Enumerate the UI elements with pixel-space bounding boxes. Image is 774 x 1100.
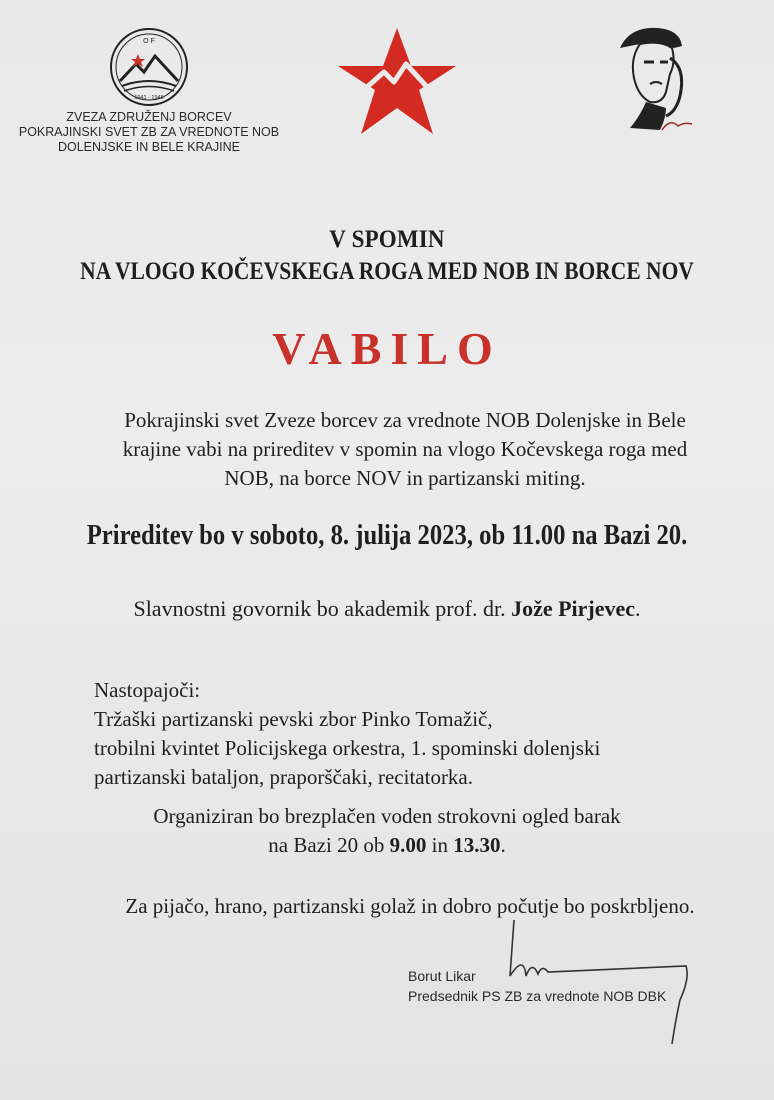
org-logo-icon xyxy=(108,26,190,108)
tour-connector: in xyxy=(426,833,454,857)
org-name-line: POKRAJINSKI SVET ZB ZA VREDNOTE NOB xyxy=(18,125,280,139)
intro-line: krajine vabi na prireditev v spomin na vlogo Kočevskega roga med xyxy=(122,437,688,461)
speaker-line xyxy=(0,596,774,622)
performers-line: trobilni kvintet Policijskega orkestra, 1. spominski dolenjski xyxy=(94,736,601,760)
red-star-icon xyxy=(336,26,458,136)
signatory-title: Predsednik PS ZB za vrednote NOB DBK xyxy=(408,988,667,1004)
logo-bottom-text: 1941 - 1945 xyxy=(134,95,164,101)
intro-line: NOB, na borce NOV in partizanski miting. xyxy=(224,466,586,490)
tour-time-2: 13.30 xyxy=(453,833,501,857)
title-line-1: V SPOMIN xyxy=(329,226,445,253)
org-name xyxy=(18,110,280,155)
org-name-line: DOLENJSKE IN BELE KRAJINE xyxy=(57,140,240,154)
performers-line: partizanski bataljon, praporščaki, recitatorka. xyxy=(94,765,474,789)
signatory-name: Borut Likar xyxy=(408,968,476,984)
tour-line-1: Organiziran bo brezplačen voden strokovni ogled barak xyxy=(153,804,621,828)
speaker-prefix: Slavnostni govornik bo akademik prof. dr. xyxy=(133,596,512,621)
handwritten-signature xyxy=(480,918,700,1048)
tour-time-1: 9.00 xyxy=(389,833,427,857)
event-date: Prireditev bo v soboto, 8. julija 2023, ob 11.00 na Bazi 20. xyxy=(86,520,688,551)
tour-paragraph xyxy=(0,802,774,860)
intro-line: Pokrajinski svet Zveze borcev za vrednote NOB Dolenjske in Bele xyxy=(124,408,686,432)
performers-line: Tržaški partizanski pevski zbor Pinko Tomažič, xyxy=(94,707,493,731)
speaker-suffix: . xyxy=(635,596,641,621)
closing-line: Za pijačo, hrano, partizanski golaž in dobro počutje bo poskrbljeno. xyxy=(125,894,695,918)
org-name-line: ZVEZA ZDRUŽENJ BORCEV xyxy=(66,110,232,124)
invitation-heading: VABILO xyxy=(272,323,502,374)
speaker-name: Jože Pirjevec xyxy=(511,596,636,621)
title-line-2: NA VLOGO KOČEVSKEGA ROGA MED NOB IN BORCE NOV xyxy=(80,258,694,285)
logo-top-text: O F xyxy=(143,38,155,45)
tour-line-2 xyxy=(0,831,774,860)
performers-block xyxy=(94,676,600,792)
tour-line-2-prefix: na Bazi 20 ob xyxy=(268,833,390,857)
portrait-icon xyxy=(600,18,700,138)
intro-paragraph xyxy=(40,406,770,493)
performers-label: Nastopajoči: xyxy=(94,678,201,702)
tour-end: . xyxy=(500,833,506,857)
